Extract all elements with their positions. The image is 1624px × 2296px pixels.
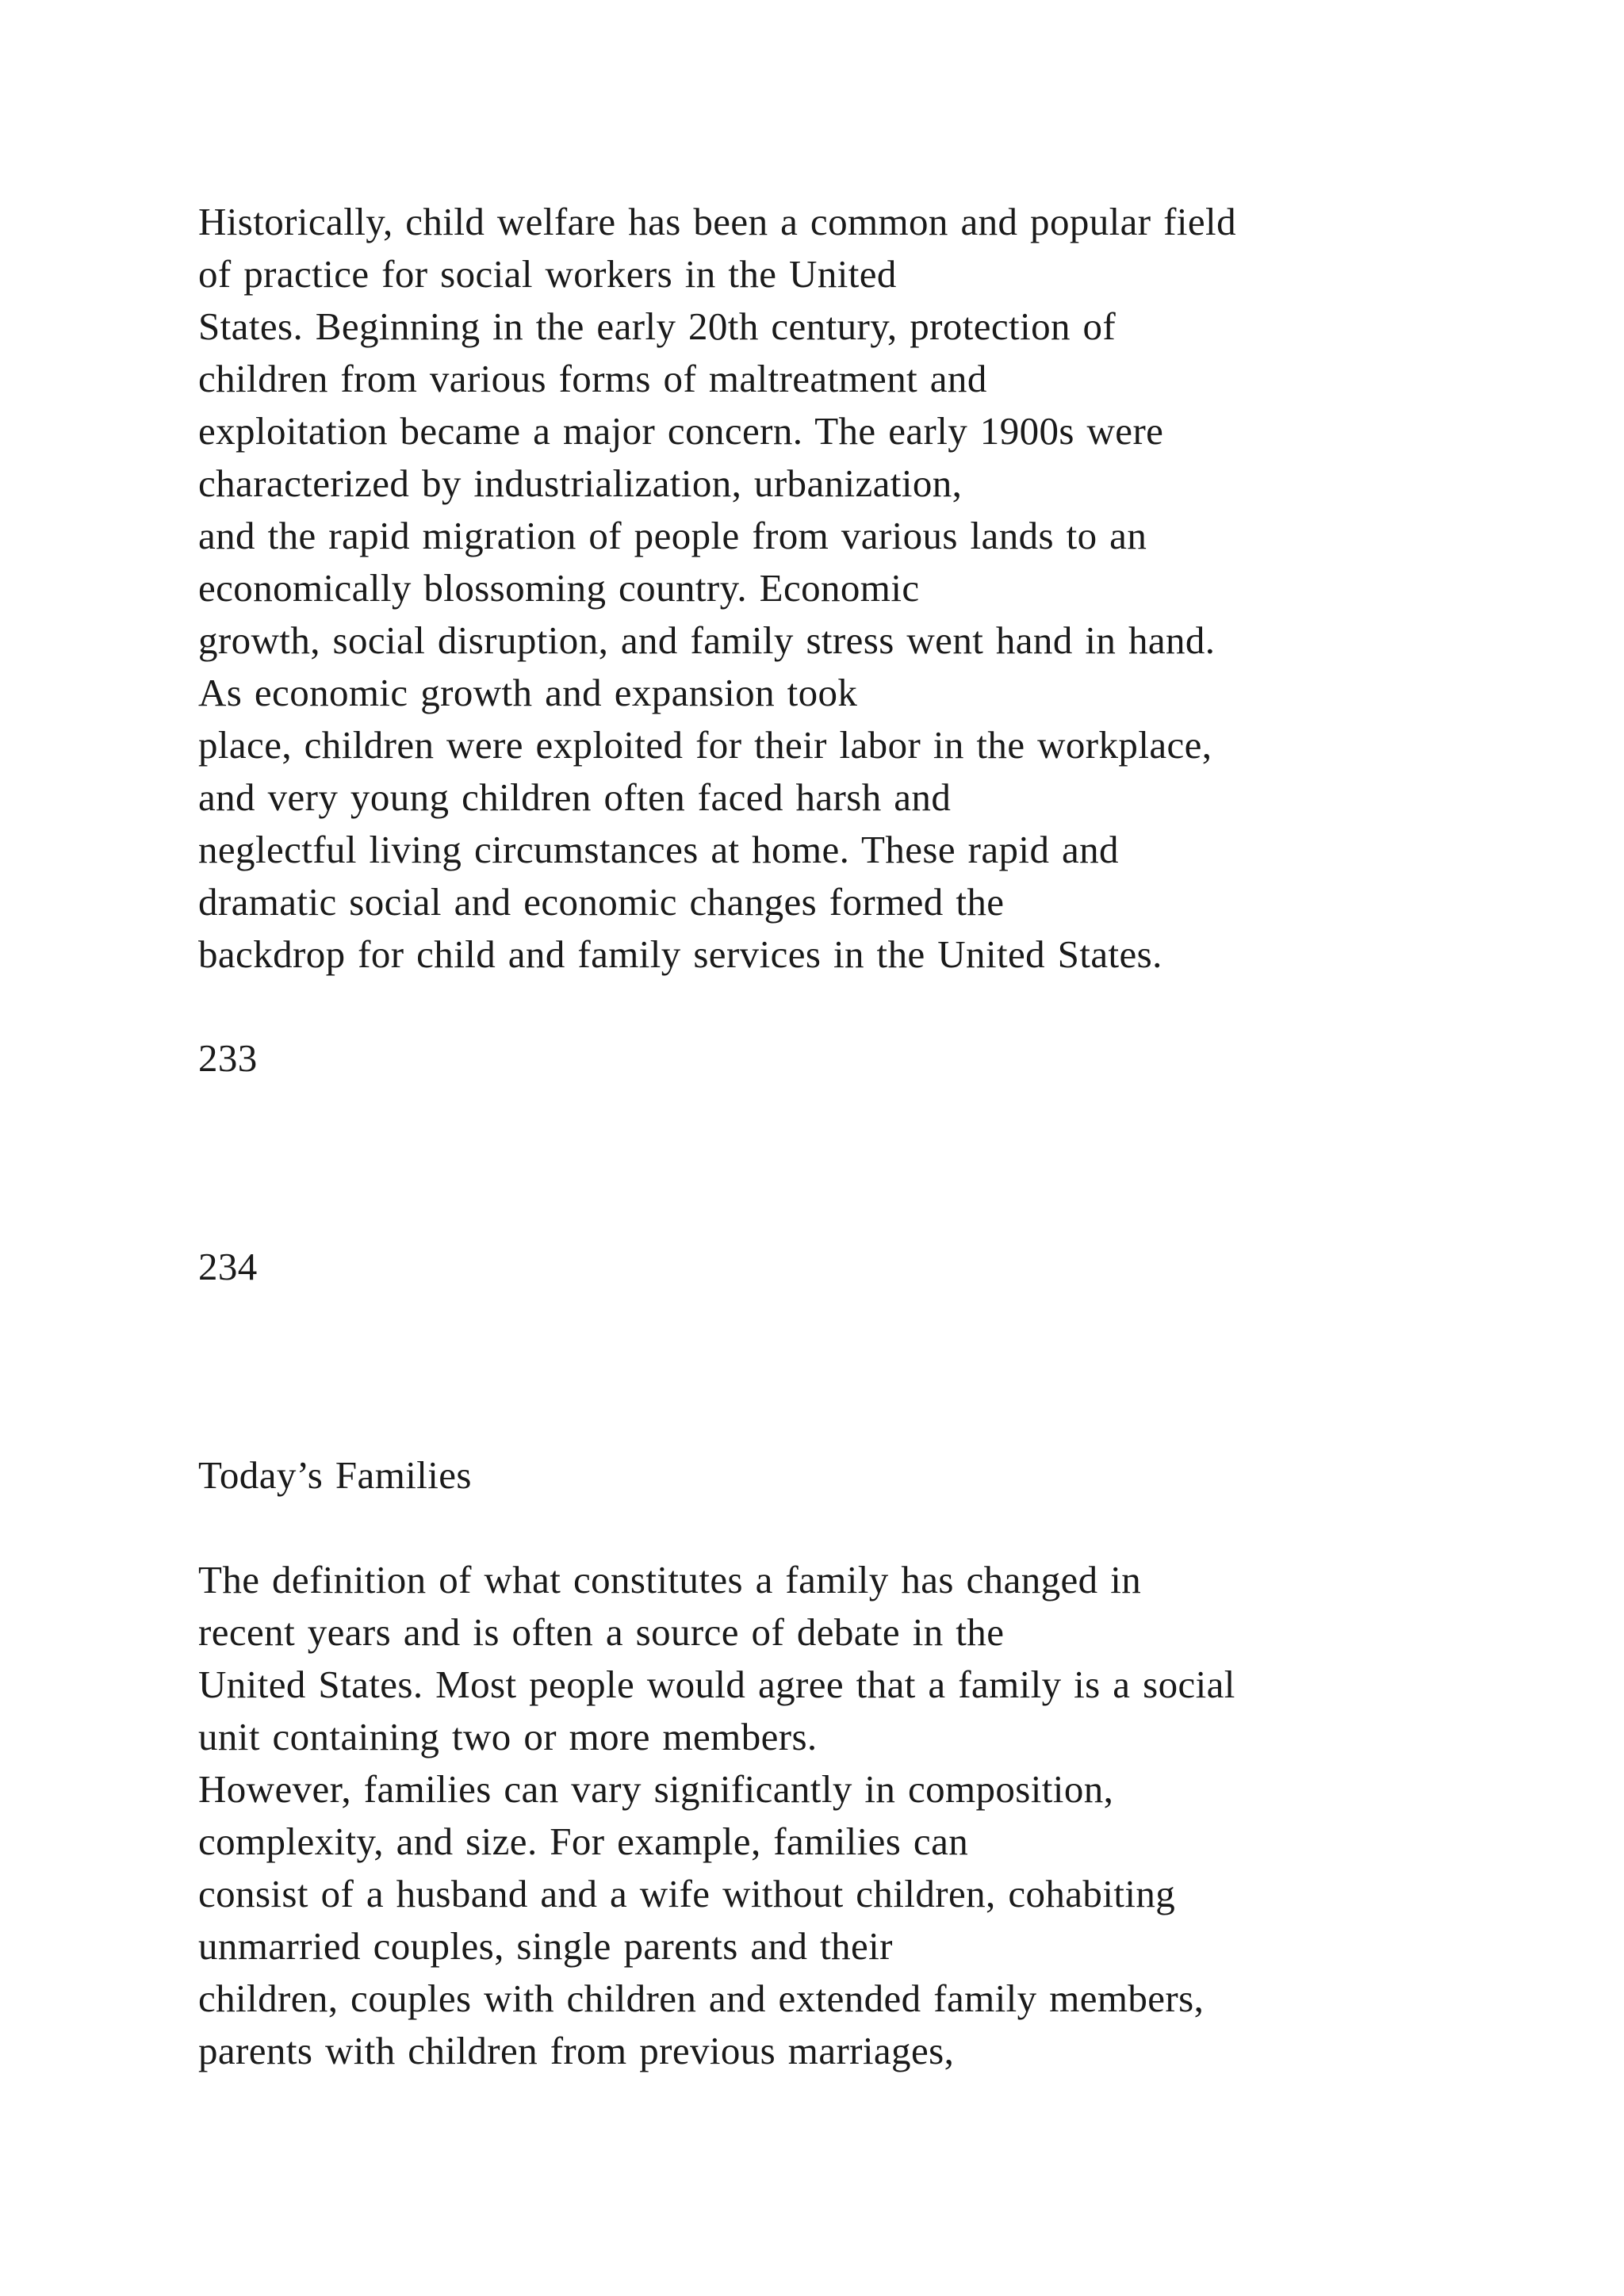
- page-number-233: 233: [198, 1036, 258, 1080]
- paragraph-family-definition: [198, 1554, 1594, 2077]
- text-line: place, children were exploited for their labor in the workplace,: [198, 723, 1212, 767]
- text-line: growth, social disruption, and family stress went hand in hand.: [198, 618, 1216, 662]
- text-line: States. Beginning in the early 20th century, protection of: [198, 304, 1116, 348]
- text-line: The definition of what constitutes a family has changed in: [198, 1558, 1142, 1601]
- page-number: [198, 1241, 1594, 1293]
- text-line: unmarried couples, single parents and their: [198, 1924, 893, 1968]
- text-line: complexity, and size. For example, families can: [198, 1820, 969, 1863]
- text-line: However, families can vary significantly in composition,: [198, 1767, 1114, 1811]
- text-line: economically blossoming country. Economic: [198, 566, 920, 610]
- page-number-234: 234: [198, 1245, 258, 1288]
- text-line: Historically, child welfare has been a common and popular field: [198, 200, 1236, 243]
- text-line: children from various forms of maltreatment and: [198, 357, 987, 400]
- text-line: neglectful living circumstances at home. These rapid and: [198, 828, 1119, 871]
- text-line: children, couples with children and extended family members,: [198, 1976, 1205, 2020]
- text-line: and very young children often faced harsh and: [198, 775, 952, 819]
- text-line: dramatic social and economic changes formed the: [198, 880, 1005, 924]
- text-line: recent years and is often a source of debate in the: [198, 1610, 1005, 1654]
- text-line: unit containing two or more members.: [198, 1715, 818, 1758]
- text-line: As economic growth and expansion took: [198, 671, 858, 714]
- text-line: backdrop for child and family services in the United States.: [198, 932, 1162, 976]
- section-heading: [198, 1449, 1594, 1502]
- page-number: [198, 1032, 1594, 1085]
- paragraph-child-welfare-history: [198, 196, 1594, 981]
- text-line: of practice for social workers in the United: [198, 252, 897, 296]
- text-line: exploitation became a major concern. The early 1900s were: [198, 409, 1164, 453]
- text-line: characterized by industrialization, urbanization,: [198, 461, 963, 505]
- text-line: consist of a husband and a wife without children, cohabiting: [198, 1872, 1176, 1915]
- text-line: United States. Most people would agree that a family is a social: [198, 1663, 1235, 1706]
- section-heading-text: Today’s Families: [198, 1453, 472, 1497]
- text-line: and the rapid migration of people from various lands to an: [198, 514, 1147, 557]
- text-line: parents with children from previous marriages,: [198, 2029, 955, 2072]
